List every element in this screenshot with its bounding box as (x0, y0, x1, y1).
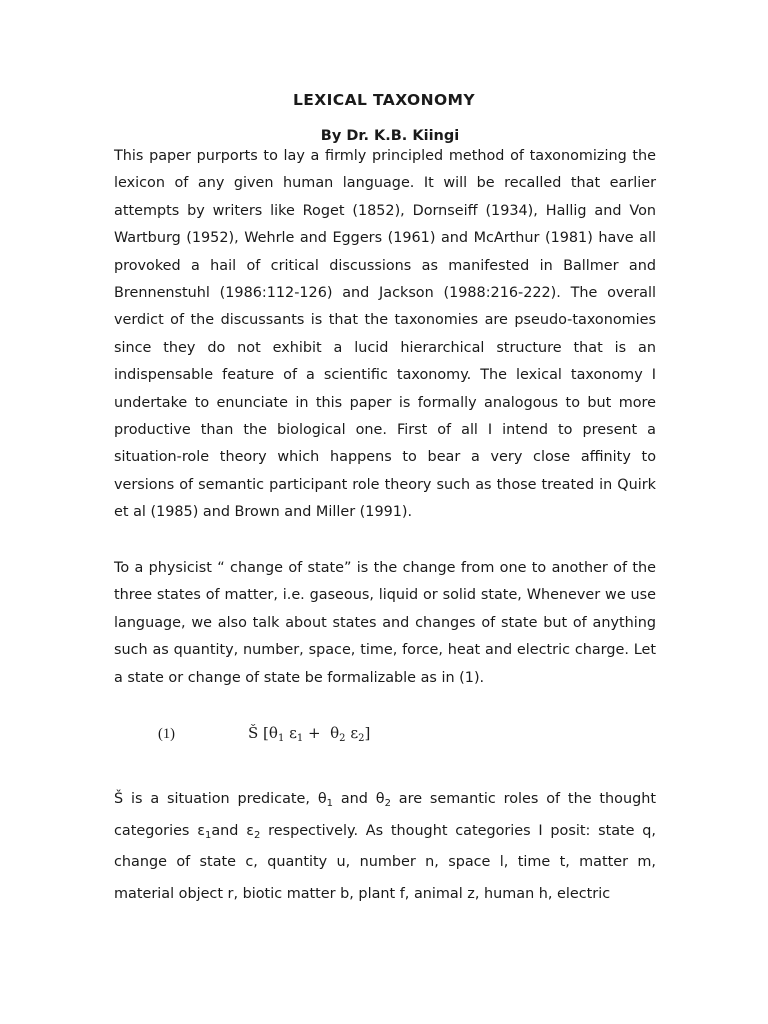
author-byline: By Dr. K.B. Kiingi (320, 128, 460, 144)
situation-predicate: Š [ (248, 724, 269, 742)
equation-number: (1) (158, 726, 175, 742)
equation-body: Š [$\theta_1$ $\varepsilon_1 + \theta_2$ $\varepsilon_2$] (248, 724, 371, 744)
paragraph-introduction: This paper purports to lay a firmly principled method of taxonomizing the lexicon of any given human language. It will be recalled that earlier attempts by writers like Roget (1852), Dornseiff (1934), Hallig and Von Wartburg (1952), Wehrle and Eggers (1961) and McArthur (1981) have all provoked a hail of critical discussions as manifested in Ballmer and Brennenstuhl (1986:112-126) and Jackson (1988:216-222). The overall verdict of the discussants is that the taxonomies are pseudo-taxonomies since they do not exhibit a lucid hierarchical structure that is an indispensable feature of a scientific taxonomy. The lexical taxonomy I undertake to enunciate in this paper is formally analogous to but more productive than the biological one. First of all I intend to present a situation-role theory which happens to bear a very close affinity to versions of semantic participant role theory such as those treated in Quirk et al (1985) and Brown and Miller (1991). (114, 148, 656, 521)
paragraph-thought-categories: Š is a situation predicate, $\theta_1$ and $\theta_2$ are semantic roles of the thought categories $\varepsilon_1and$ $\varepsilon_2$ respectively. As thought categories I posit: state q, change of state c, quantity u, number n, space l, time t, matter m, material object r, biotic matter b, plant f, animal z, human h, electric (114, 791, 657, 902)
formula-1 (0, 722, 768, 752)
document-title: LEXICAL TAXONOMY (293, 91, 475, 109)
paragraph-change-of-state: To a physicist “ change of state” is the change from one to another of the three states of matter, i.e. gaseous, liquid or solid state, Whenever we use language, we also talk about states and changes of state but of anything such as quantity, number, space, time, force, heat and electric charge. Let a state or change of state be formalizable as in (1). (114, 560, 656, 686)
